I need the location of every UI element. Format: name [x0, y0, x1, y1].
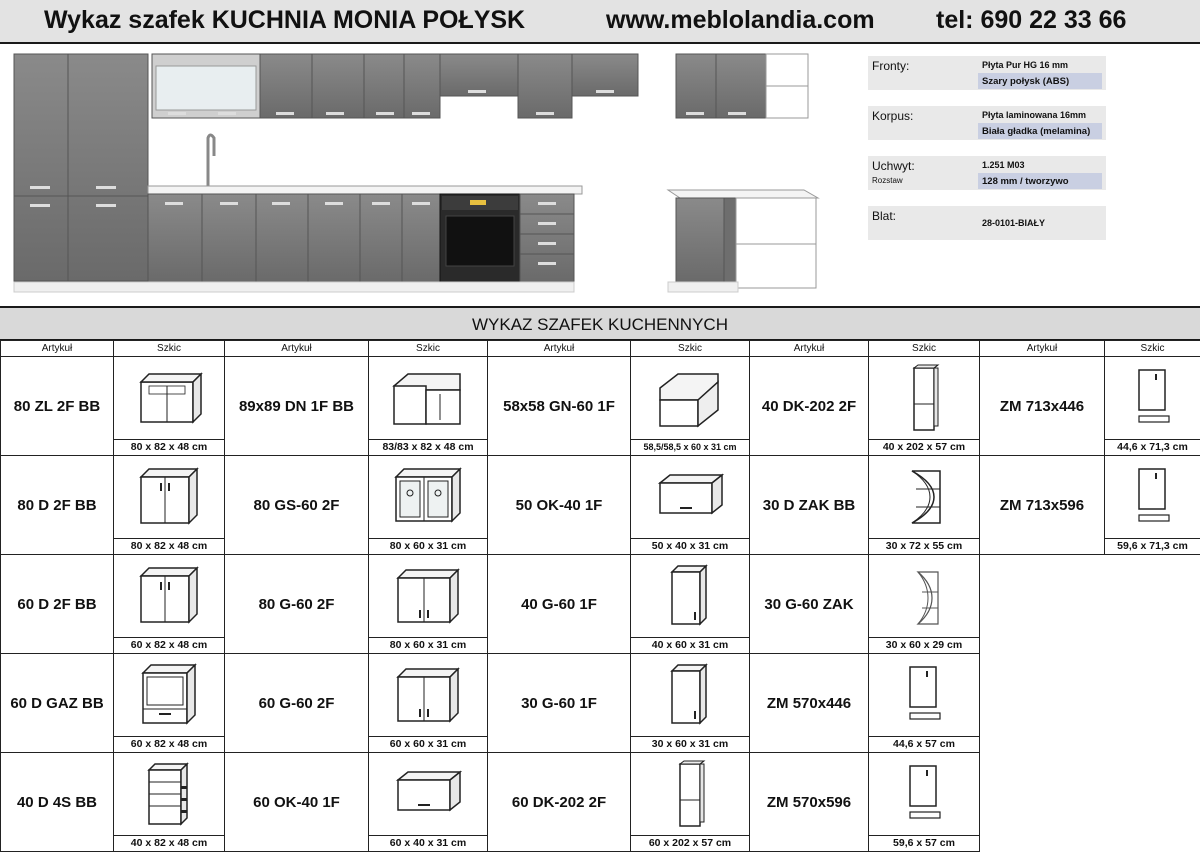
article-code: 89x89 DN 1F BB — [225, 357, 369, 456]
base-2-door-icon — [114, 456, 224, 538]
empty-cell — [980, 654, 1105, 753]
table-title: WYKAZ SZAFEK KUCHENNYCH — [0, 306, 1200, 340]
wall-1-door-icon — [631, 555, 749, 637]
rounded-end-wall-icon — [869, 555, 979, 637]
spec-value: 28-0101-BIAŁY — [982, 218, 1046, 228]
empty-cell — [980, 753, 1105, 852]
sketch-cell — [631, 753, 750, 852]
hood-cabinet-icon — [631, 456, 749, 538]
article-code: ZM 570x446 — [750, 654, 869, 753]
article-code: 30 G-60 1F — [488, 654, 631, 753]
sketch-cell — [869, 555, 980, 654]
article-code: 80 D 2F BB — [1, 456, 114, 555]
col-szkic: Szkic — [869, 341, 980, 357]
dimensions-label: 60 x 60 x 31 cm — [369, 736, 487, 752]
sketch-cell — [869, 456, 980, 555]
col-szkic: Szkic — [1105, 341, 1200, 357]
wall-2-door-icon — [369, 555, 487, 637]
table-row — [1, 753, 1200, 852]
sketch-cell — [631, 555, 750, 654]
spec-korpus — [868, 106, 1106, 140]
website-link[interactable]: www.meblolandia.com — [606, 6, 875, 34]
table-header-row — [1, 341, 1200, 357]
dimensions-label: 50 x 40 x 31 cm — [631, 538, 749, 554]
article-code: 60 D 2F BB — [1, 555, 114, 654]
article-code: 60 G-60 2F — [225, 654, 369, 753]
col-artykul: Artykuł — [488, 341, 631, 357]
table-row — [1, 654, 1200, 753]
dishwasher-front-icon — [869, 654, 979, 736]
empty-cell — [1105, 654, 1200, 753]
article-code: 30 D ZAK BB — [750, 456, 869, 555]
article-code: 80 ZL 2F BB — [1, 357, 114, 456]
sketch-cell — [631, 357, 750, 456]
article-code: 60 D GAZ BB — [1, 654, 114, 753]
sketch-cell — [114, 555, 225, 654]
tall-column-icon — [869, 357, 979, 439]
tall-column-icon — [631, 753, 749, 835]
sketch-cell — [631, 654, 750, 753]
sketch-cell — [369, 555, 488, 654]
empty-cell — [980, 555, 1105, 654]
article-code: 80 G-60 2F — [225, 555, 369, 654]
dimensions-label: 58,5/58,5 x 60 x 31 cm — [631, 439, 749, 455]
dimensions-label: 80 x 82 x 48 cm — [114, 538, 224, 554]
article-code: ZM 713x446 — [980, 357, 1105, 456]
oven-housing-icon — [114, 654, 224, 736]
spec-value: Płyta Pur HG 16 mm — [982, 60, 1069, 70]
dimensions-label: 44,6 x 57 cm — [869, 736, 979, 752]
dimensions-label: 80 x 82 x 48 cm — [114, 439, 224, 455]
dimensions-label: 80 x 60 x 31 cm — [369, 538, 487, 554]
dimensions-label: 59,6 x 71,3 cm — [1105, 538, 1200, 554]
spec-label: Fronty: — [872, 59, 910, 73]
dimensions-label: 80 x 60 x 31 cm — [369, 637, 487, 653]
sketch-cell — [1105, 456, 1200, 555]
spec-label: Uchwyt: — [872, 159, 915, 173]
sketch-cell — [369, 753, 488, 852]
col-szkic: Szkic — [369, 341, 488, 357]
dishwasher-front-icon — [1105, 456, 1200, 538]
dimensions-label: 40 x 82 x 48 cm — [114, 835, 224, 851]
spec-sublabel: Rozstaw — [872, 176, 903, 185]
dimensions-label: 40 x 60 x 31 cm — [631, 637, 749, 653]
sketch-cell — [869, 753, 980, 852]
sketch-cell — [114, 654, 225, 753]
dimensions-label: 60 x 40 x 31 cm — [369, 835, 487, 851]
col-artykul: Artykuł — [225, 341, 369, 357]
sketch-cell — [369, 654, 488, 753]
sketch-cell — [114, 456, 225, 555]
col-artykul: Artykuł — [1, 341, 114, 357]
article-code: 40 G-60 1F — [488, 555, 631, 654]
specs-panel — [868, 56, 1106, 256]
sketch-cell — [114, 357, 225, 456]
spec-fronty — [868, 56, 1106, 90]
article-code: 60 DK-202 2F — [488, 753, 631, 852]
table-row — [1, 357, 1200, 456]
sketch-cell — [869, 357, 980, 456]
rounded-end-base-icon — [869, 456, 979, 538]
hood-cabinet-icon — [369, 753, 487, 835]
drawer-base-icon — [114, 753, 224, 835]
spec-label: Blat: — [872, 209, 897, 223]
col-szkic: Szkic — [631, 341, 750, 357]
spec-value: Płyta laminowana 16mm — [982, 110, 1087, 120]
spec-value-highlight: Biała gładka (melamina) — [978, 123, 1102, 139]
article-code: 30 G-60 ZAK — [750, 555, 869, 654]
dimensions-label: 59,6 x 57 cm — [869, 835, 979, 851]
col-artykul: Artykuł — [980, 341, 1105, 357]
article-code: 80 GS-60 2F — [225, 456, 369, 555]
article-code: ZM 713x596 — [980, 456, 1105, 555]
dimensions-label: 44,6 x 71,3 cm — [1105, 439, 1200, 455]
wall-1-door-icon — [631, 654, 749, 736]
corner-wall-icon — [631, 357, 749, 439]
table-row — [1, 456, 1200, 555]
cabinet-table — [0, 340, 1200, 852]
sketch-cell — [369, 357, 488, 456]
sketch-cell — [869, 654, 980, 753]
spec-value-highlight: 128 mm / tworzywo — [978, 173, 1102, 189]
dimensions-label: 40 x 202 x 57 cm — [869, 439, 979, 455]
page-title: Wykaz szafek KUCHNIA MONIA POŁYSK — [44, 6, 526, 34]
col-szkic: Szkic — [114, 341, 225, 357]
dimensions-label: 83/83 x 82 x 48 cm — [369, 439, 487, 455]
base-2-door-icon — [114, 555, 224, 637]
article-code: 58x58 GN-60 1F — [488, 357, 631, 456]
dimensions-label: 60 x 202 x 57 cm — [631, 835, 749, 851]
dishwasher-front-icon — [1105, 357, 1200, 439]
spec-blat — [868, 206, 1106, 240]
sketch-cell — [114, 753, 225, 852]
sketch-cell — [631, 456, 750, 555]
base-open-sink-icon — [114, 357, 224, 439]
dimensions-label: 30 x 60 x 31 cm — [631, 736, 749, 752]
wall-2-door-icon — [369, 654, 487, 736]
spec-value-highlight: Szary połysk (ABS) — [978, 73, 1102, 89]
article-code: 40 DK-202 2F — [750, 357, 869, 456]
spec-label: Korpus: — [872, 109, 914, 123]
dimensions-label: 30 x 60 x 29 cm — [869, 637, 979, 653]
spec-value: 1.251 M03 — [982, 160, 1025, 170]
dishwasher-front-icon — [869, 753, 979, 835]
dimensions-label: 30 x 72 x 55 cm — [869, 538, 979, 554]
header-bar — [0, 0, 1200, 44]
sketch-cell — [369, 456, 488, 555]
article-code: 50 OK-40 1F — [488, 456, 631, 555]
kitchen-illustration — [0, 46, 830, 304]
empty-cell — [1105, 753, 1200, 852]
article-code: ZM 570x596 — [750, 753, 869, 852]
corner-base-icon — [369, 357, 487, 439]
dimensions-label: 60 x 82 x 48 cm — [114, 736, 224, 752]
table-row — [1, 555, 1200, 654]
sketch-cell — [1105, 357, 1200, 456]
spec-uchwyt — [868, 156, 1106, 190]
col-artykul: Artykuł — [750, 341, 869, 357]
dimensions-label: 60 x 82 x 48 cm — [114, 637, 224, 653]
article-code: 40 D 4S BB — [1, 753, 114, 852]
empty-cell — [1105, 555, 1200, 654]
article-code: 60 OK-40 1F — [225, 753, 369, 852]
glass-wall-icon — [369, 456, 487, 538]
phone-number[interactable]: tel: 690 22 33 66 — [936, 6, 1127, 34]
